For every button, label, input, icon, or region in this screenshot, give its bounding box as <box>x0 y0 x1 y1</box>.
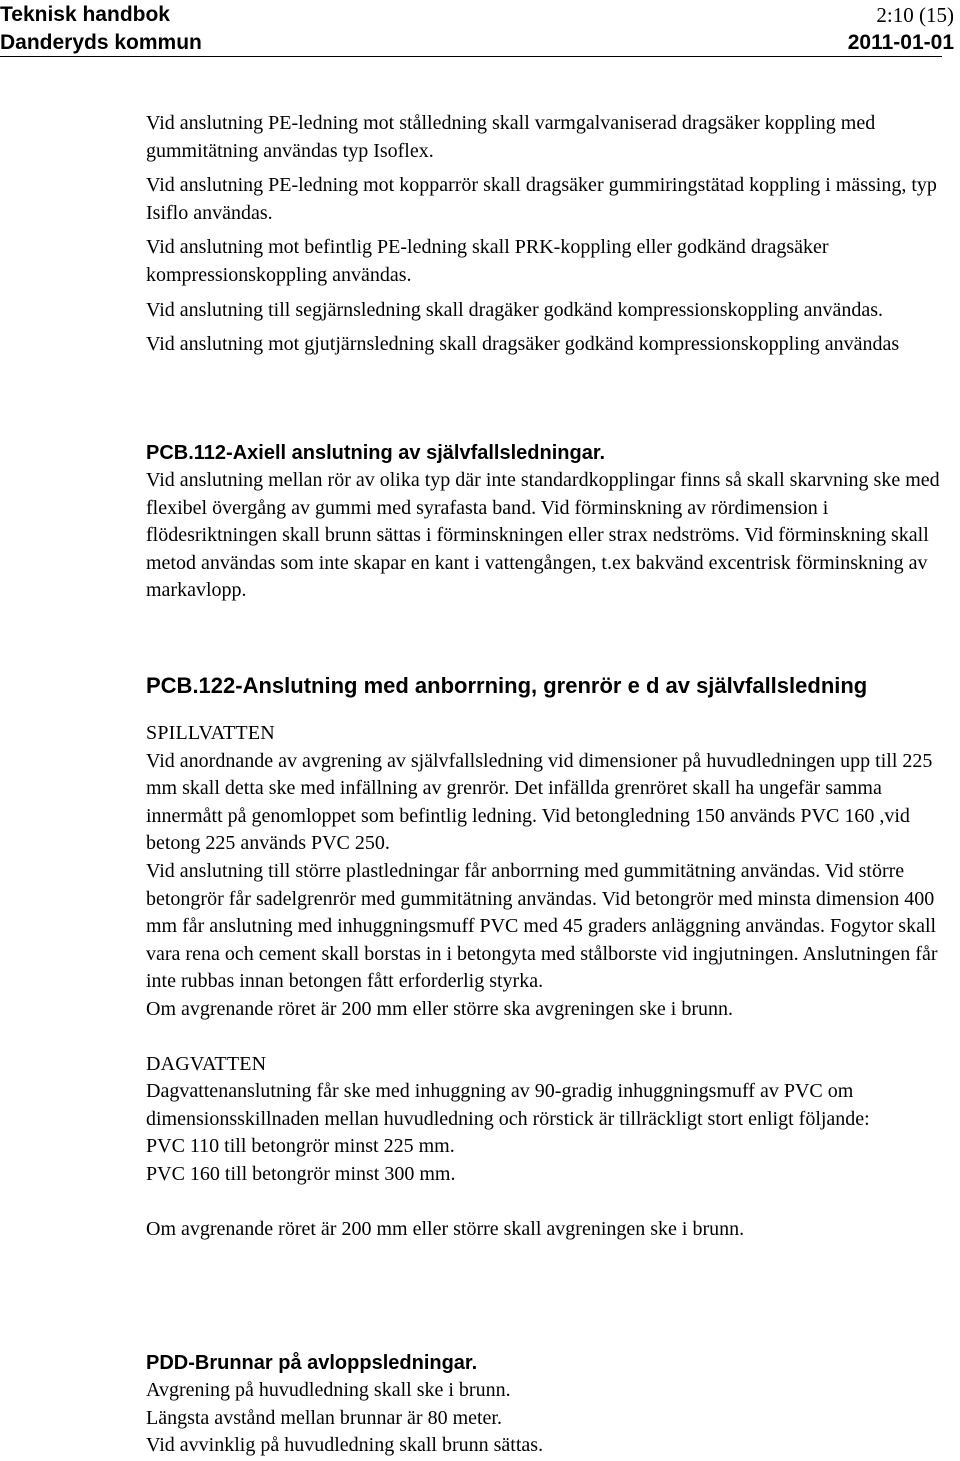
subsection-label: SPILLVATTEN <box>146 722 275 744</box>
paragraph: Vid anslutning mot gjutjärnsledning skall dragsäker godkänd kompressionskoppling användas <box>146 333 900 356</box>
paragraph: Vid avvinklig på huvudledning skall brunn sättas. <box>146 1434 544 1457</box>
pdd-section <box>146 1350 958 1460</box>
paragraph: Om avgrenande röret är 200 mm eller större ska avgreningen ske i brunn. <box>146 997 734 1020</box>
header-divider <box>0 56 942 57</box>
document-title: Teknisk handbok <box>0 3 170 26</box>
pcb112-section <box>146 440 958 605</box>
paragraph: Om avgrenande röret är 200 mm eller större skall avgreningen ske i brunn. <box>146 1217 745 1240</box>
paragraph: Vid anslutning PE-ledning mot stålledning skall varmgalvaniserad dragsäker koppling med gummitätning användas typ Isoflex. <box>146 112 876 162</box>
section-heading: PCB.112-Axiell anslutning av självfallsledningar. <box>146 442 606 464</box>
paragraph: Vid anordnande av avgrening av självfallsledning vid dimensioner på huvudledningen upp till 225 mm skall detta ske med infällning av grenrör. Det infällda grenröret skall ha ungefär samma innermått på genomloppet som befintlig ledning. Vid betongledning 150 används PVC 160 ,vid betong 225 används PVC 250. <box>146 749 933 855</box>
paragraph: PVC 110 till betongrör minst 225 mm. <box>146 1135 455 1158</box>
paragraph: Dagvattenanslutning får ske med inhuggning av 90-gradig inhuggningsmuff av PVC om dimensionsskillnaden mellan huvudledning och rörstick är tillräckligt stort enligt följande: <box>146 1080 870 1130</box>
subsection-label: DAGVATTEN <box>146 1052 267 1075</box>
section-heading: PCB.122-Anslutning med anborrning, grenrör e d av självfallsledning <box>146 673 868 698</box>
page-number: 2:10 (15) <box>876 3 954 27</box>
paragraph: Vid anslutning mot befintlig PE-ledning skall PRK-koppling eller godkänd dragsäker kompressionskoppling användas. <box>146 236 829 286</box>
document-date: 2011-01-01 <box>847 31 954 54</box>
paragraph: Längsta avstånd mellan brunnar är 80 meter. <box>146 1406 502 1429</box>
paragraph: Vid anslutning PE-ledning mot kopparrör skall dragsäker gummiringstätad koppling i mässing, typ Isiflo användas. <box>146 174 937 224</box>
paragraph: Avgrening på huvudledning skall ske i brunn. <box>146 1379 511 1401</box>
intro-section <box>146 110 958 359</box>
paragraph: Vid anslutning till segjärnsledning skall dragäker godkänd kompressionskoppling användas. <box>146 298 884 321</box>
organization-name: Danderyds kommun <box>0 31 202 54</box>
paragraph: Vid anslutning mellan rör av olika typ där inte standardkopplingar finns så skall skarvning ske med flexibel övergång av gummi med syrafasta band. Vid förminskning av rördimension i flödesriktningen skall brunn sättas i förminskningen eller strax nedströms. Vid förminskning skall metod användas som inte skapar en kant i vattengången, t.ex bakvänd excentrisk förminskning av markavlopp. <box>146 469 940 602</box>
section-heading: PDD-Brunnar på avloppsledningar. <box>146 1352 478 1374</box>
paragraph: PVC 160 till betongrör minst 300 mm. <box>146 1162 456 1185</box>
pcb122-section <box>146 672 958 1243</box>
paragraph: Vid anslutning till större plastledningar får anborrning med gummitätning användas. Vid större betongrör får sadelgrenrör med gummitätning användas. Vid betongrör med minsta dimension 400 mm får anslutning med inhuggningsmuff PVC med 45 graders anläggning användas. Fogytor skall vara rena och cement skall borstas in i betongyta med stålborste vid ingjutningen. Anslutningen får inte rubbas innan betongen fått erforderlig styrka. <box>146 859 938 993</box>
